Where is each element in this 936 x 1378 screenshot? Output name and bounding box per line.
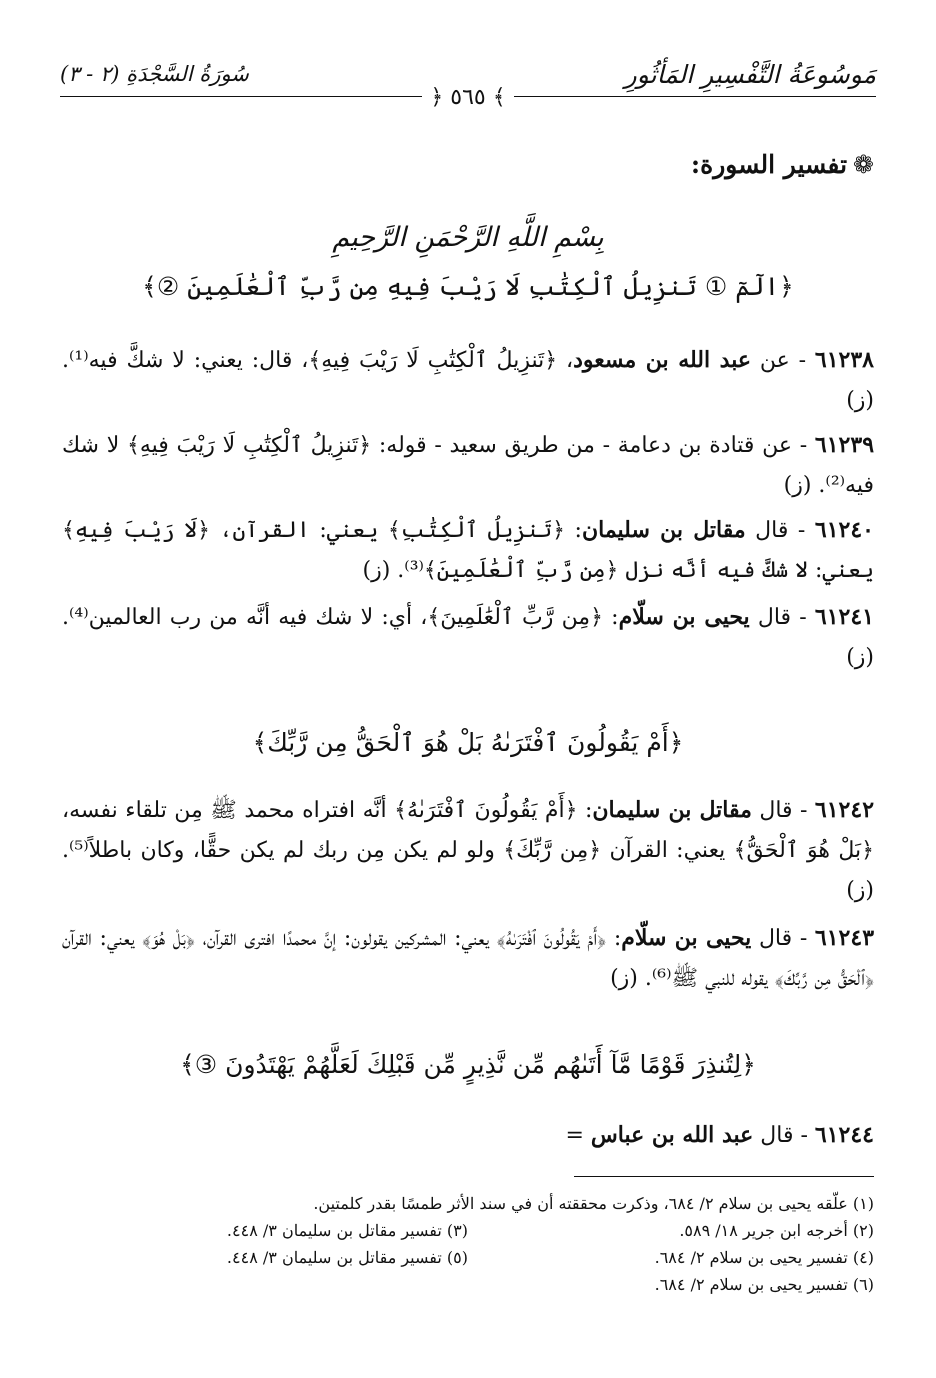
entry-prefix: - قال [751, 798, 815, 823]
entry-61240 [62, 510, 874, 591]
entry-prefix: - عن قتادة بن دعامة - من طريق سعيد - قوله: [371, 433, 815, 458]
footnote-6: (٦) تفسير يحيى بن سلام ٢/ ٦٨٤. [654, 1275, 874, 1294]
entry-61244 [62, 1115, 874, 1156]
narrator-name: يحيى بن سلّام [621, 925, 752, 951]
surah-reference: سُورَةُ السَّجْدَةِ (٢ - ٣) [60, 62, 249, 86]
footnote-row [62, 1244, 874, 1271]
page-number [0, 85, 936, 110]
basmala: بِسْمِ اللَّهِ الرَّحْمَنِ الرَّحِيمِ [332, 222, 604, 253]
entry-text: : ﴿مِن رَّبِّ ٱلْعَٰلَمِينَ﴾، أي: لا شك فيه أنَّه من رب العالمين⁽⁴⁾. (ز) [62, 605, 874, 670]
entry-number: ٦١٢٤٠ [814, 517, 874, 543]
verse-3: ﴿لِتُنذِرَ قَوْمًا مَّآ أَتَىٰهُم مِّن نَّذِيرٍ مِّن قَبْلِكَ لَعَلَّهُمْ يَهْتَدُونَ ③﴾ [180, 1050, 756, 1079]
page-number-text: ﴾ ٥٦٥ ﴿ [422, 85, 513, 110]
entry-number: ٦١٢٤١ [814, 604, 874, 630]
entry-text: : ﴿تَنزِيلُ ٱلْكِتَٰبِ﴾ يعني: القرآن، ﴿لَا رَيْبَ فِيهِ﴾ يعني: لا شكَّ فيه أنَّه نزل ﴿مِن رَّبِّ ٱلْعَٰلَمِينَ﴾⁽³⁾. (ز) [62, 518, 874, 583]
entry-prefix: - قال [745, 518, 815, 543]
entry-number: ٦١٢٤٣ [814, 925, 875, 951]
book-title: مَوسُوعَةُ التَّفْسِيرِ المَأثُورِ [624, 60, 876, 89]
flower-ornament-icon: ❁ [853, 150, 874, 179]
entry-text: : ﴿أَمْ يَقُولُونَ ٱفْتَرَىٰهُ﴾ يعني: المشركين يقولون: إنَّ محمدًا افترى القرآن، ﴿بَلْ هُوَ﴾ يعني: القرآن ﴿ٱلْحَقُّ مِن رَّبِّكَ﴾ يقوله للنبي ﷺ⁽⁶⁾. (ز) [62, 926, 874, 991]
entry-number: ٦١٢٣٨ [814, 347, 874, 373]
entry-number: ٦١٢٤٤ [814, 1122, 874, 1148]
footnotes [62, 1190, 874, 1298]
narrator-name: يحيى بن سلّام [618, 604, 750, 630]
narrator-name: مقاتل بن سليمان [581, 517, 746, 543]
verse-1: ﴿الٓمٓ ① تَنزِيلُ ٱلْكِتَٰبِ لَا رَيْبَ فِيهِ مِن رَّبِّ ٱلْعَٰلَمِينَ ②﴾ [142, 272, 794, 301]
entry-text: ﴿تَنزِيلُ ٱلْكِتَٰبِ لَا رَيْبَ فِيهِ﴾ لا شك فيه⁽²⁾. (ز) [62, 433, 874, 498]
entry-61241 [62, 597, 874, 678]
verse-2: ﴿أَمْ يَقُولُونَ ٱفْتَرَىٰهُ بَلْ هُوَ ٱلْحَقُّ مِن رَّبِّكَ﴾ [252, 728, 684, 757]
entry-61243 [62, 918, 874, 999]
entry-prefix: - قال [753, 1123, 815, 1148]
footnote-row [62, 1217, 874, 1244]
entry-number: ٦١٢٣٩ [814, 432, 875, 458]
entry-prefix: - عن [750, 348, 815, 373]
entry-61239 [62, 425, 874, 506]
entry-text: : ﴿أَمْ يَقُولُونَ ٱفْتَرَىٰهُ﴾ أنَّه افتراه محمد ﷺ مِن تلقاء نفسه، ﴿بَلْ هُوَ ٱلْحَقُّ﴾ يعني: القرآن ﴿مِن رَّبِّكَ﴾ ولو لم يكن مِن ربك لم يكن حقًّا، وكان باطلاً⁽⁵⁾. (ز) [62, 798, 874, 903]
section-title: تفسير السورة: [690, 150, 848, 179]
footnote-5: (٥) تفسير مقاتل بن سليمان ٣/ ٤٤٨. [226, 1248, 468, 1267]
narrator-name: عبد الله بن عباس [590, 1122, 754, 1148]
footnote-4: (٤) تفسير يحيى بن سلام ٢/ ٦٨٤. [654, 1248, 874, 1267]
narrator-name: عبد الله بن مسعود [573, 347, 751, 373]
section-heading [691, 150, 874, 179]
footnote-rule [574, 1176, 874, 1177]
footnote-3: (٣) تفسير مقاتل بن سليمان ٣/ ٤٤٨. [226, 1221, 468, 1240]
entry-61242 [62, 790, 874, 911]
entry-text: = [565, 1123, 591, 1148]
entry-prefix: - قال [749, 605, 815, 630]
narrator-name: مقاتل بن سليمان [592, 797, 752, 823]
entry-61238 [62, 340, 874, 421]
entry-prefix: - قال [751, 926, 815, 951]
footnote-1: (١) علّقه يحيى بن سلام ٢/ ٦٨٤، وذكرت محققته أن في سند الأثر طمسًا بقدر كلمتين. [313, 1194, 874, 1213]
entry-text: ، ﴿تَنزِيلُ ٱلْكِتَٰبِ لَا رَيْبَ فِيهِ﴾، قال: يعني: لا شكَّ فيه⁽¹⁾. (ز) [62, 348, 874, 413]
entry-number: ٦١٢٤٢ [814, 797, 875, 823]
footnote-2: (٢) أخرجه ابن جرير ١٨/ ٥٨٩. [679, 1221, 874, 1240]
